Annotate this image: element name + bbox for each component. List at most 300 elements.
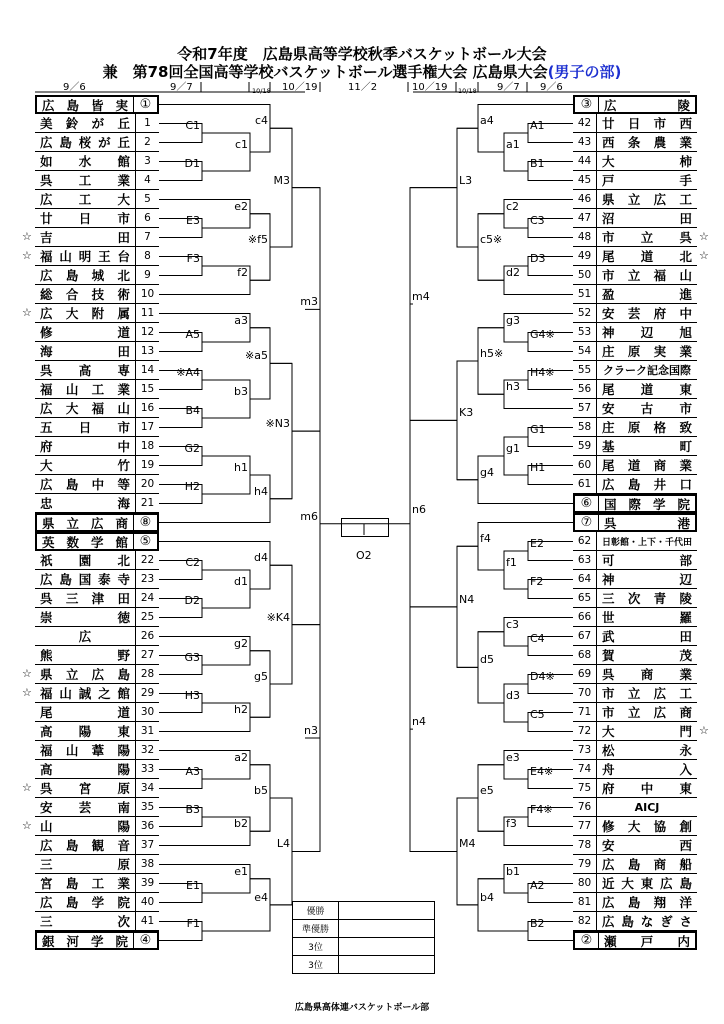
team-name <box>35 551 135 569</box>
team-name-char: 創 <box>679 819 692 834</box>
team-number: 72 <box>573 722 597 740</box>
team-name <box>597 171 697 189</box>
team-row <box>573 874 697 893</box>
team-name-char: 芸 <box>627 306 641 321</box>
team-row <box>573 304 697 323</box>
team-row <box>35 285 159 304</box>
game-label: h2 <box>234 703 248 717</box>
team-name-char: 島 <box>65 895 79 910</box>
team-number: 13 <box>135 342 159 360</box>
team-row <box>573 931 697 950</box>
game-label: ※K4 <box>266 610 290 624</box>
team-name-char: 丘 <box>117 116 130 131</box>
team-name <box>597 209 697 227</box>
game-label: K3 <box>459 406 474 420</box>
team-name-char: 府 <box>653 306 667 321</box>
team-name-char: 三 <box>602 591 615 606</box>
game-label: H4※ <box>530 366 555 379</box>
team-row <box>35 95 159 114</box>
team-name-char: 合 <box>65 287 79 302</box>
team-name-char: 入 <box>679 762 692 777</box>
game-label: E3 <box>186 214 200 227</box>
team-number: 11 <box>135 304 159 322</box>
star-mark: ☆ <box>22 667 32 680</box>
team-name <box>597 874 697 892</box>
team-name-char: 学 <box>91 895 105 910</box>
team-name-char: 可 <box>602 553 615 568</box>
team-row <box>35 399 159 418</box>
team-name-char: 大 <box>117 192 130 207</box>
team-name-char: 県 <box>40 667 53 682</box>
team-number: 31 <box>135 722 159 740</box>
team-name-char: 日 <box>627 116 641 131</box>
team-name-char: 広 <box>40 477 53 492</box>
team-name-char: 皆 <box>90 97 104 112</box>
team-name-char: 口 <box>679 477 692 492</box>
team-name-char: 広 <box>40 572 53 587</box>
team-row <box>35 437 159 456</box>
team-row <box>35 798 159 817</box>
team-row <box>573 114 697 133</box>
team-name-char: 立 <box>627 268 641 283</box>
team-name-char: 山 <box>65 382 79 397</box>
team-name-char: 台 <box>117 249 130 264</box>
team-name <box>35 190 135 208</box>
team-name <box>597 703 697 721</box>
team-number: ⑥ <box>575 496 599 511</box>
game-label: h3 <box>506 380 520 394</box>
team-name-char: 茂 <box>679 648 692 663</box>
team-name-char: 国 <box>604 496 617 511</box>
team-name-char: 市 <box>653 116 667 131</box>
team-name-char: 山 <box>679 268 692 283</box>
team-row <box>35 152 159 171</box>
team-name-text: 日彰館・上下・千代田 <box>602 537 693 548</box>
team-number: 24 <box>135 589 159 607</box>
team-name-char: 広 <box>40 838 53 853</box>
date-left-r3: 10/18 <box>252 87 271 95</box>
team-row <box>35 627 159 646</box>
team-name-char: 三 <box>40 914 53 929</box>
team-name-char: 学 <box>90 933 104 948</box>
team-row <box>573 817 697 836</box>
team-name <box>37 515 133 530</box>
team-name-char: 呉 <box>40 591 53 606</box>
team-name <box>35 247 135 265</box>
team-number: 58 <box>573 418 597 436</box>
game-label: C2 <box>185 556 200 569</box>
team-name-char: 広 <box>653 192 667 207</box>
team-name-char: 庄 <box>602 420 615 435</box>
team-row <box>35 532 159 551</box>
team-number: 5 <box>135 190 159 208</box>
team-name-char: 桜 <box>78 135 92 150</box>
team-number: 55 <box>573 361 597 379</box>
game-label: D4※ <box>530 670 555 683</box>
team-name <box>597 798 697 816</box>
team-name-char: 立 <box>627 705 641 720</box>
team-name-char: 沼 <box>602 211 615 226</box>
game-label: N4 <box>459 592 475 606</box>
team-name <box>597 304 697 322</box>
team-name-char: 大 <box>627 819 641 834</box>
game-label: n6 <box>412 502 426 516</box>
team-name <box>35 874 135 892</box>
team-row <box>573 912 697 931</box>
team-name-char: 戸 <box>602 173 615 188</box>
team-name-char: 北 <box>117 268 130 283</box>
game-label: B4 <box>185 404 200 417</box>
team-number: 21 <box>135 494 159 512</box>
team-number: 77 <box>573 817 597 835</box>
team-name-char: 工 <box>679 686 692 701</box>
team-number: 73 <box>573 741 597 759</box>
game-label: g3 <box>506 313 520 327</box>
team-name-text: クラーク記念国際 <box>603 364 691 377</box>
team-number: 61 <box>573 475 597 493</box>
team-name-char: 次 <box>627 591 641 606</box>
team-name <box>35 380 135 398</box>
team-name-char: 道 <box>627 458 641 473</box>
team-name <box>597 570 697 588</box>
team-name <box>35 912 135 930</box>
team-name-char: 町 <box>679 439 692 454</box>
bracket-line <box>305 309 320 738</box>
star-mark: ☆ <box>699 230 709 243</box>
team-number: 37 <box>135 836 159 854</box>
team-name-char: 基 <box>602 439 615 454</box>
team-name-char: 田 <box>117 344 130 359</box>
game-label: F1 <box>186 917 200 930</box>
team-name-char: 王 <box>98 249 111 264</box>
team-name <box>597 133 697 151</box>
team-name-char: 観 <box>91 838 105 853</box>
team-row <box>573 779 697 798</box>
date-left-r4: 10／19 <box>282 82 318 93</box>
team-name-char: 福 <box>40 743 53 758</box>
team-number: ⑦ <box>575 515 599 530</box>
team-name <box>597 437 697 455</box>
team-name <box>597 285 697 303</box>
team-name-char: 工 <box>91 382 105 397</box>
team-row <box>573 893 697 912</box>
team-row <box>573 589 697 608</box>
team-name-char: 附 <box>91 306 105 321</box>
team-name-char: 島 <box>65 477 79 492</box>
team-name-char: 永 <box>679 743 692 758</box>
team-name-char: 中 <box>117 439 130 454</box>
team-row <box>35 171 159 190</box>
team-row <box>573 494 697 513</box>
team-number: 56 <box>573 380 597 398</box>
team-name <box>597 741 697 759</box>
team-name-char: 修 <box>40 325 53 340</box>
game-label: A2 <box>530 879 545 892</box>
team-row <box>573 703 697 722</box>
team-name-char: 業 <box>679 667 692 682</box>
division-label: (男子の部) <box>547 63 622 81</box>
team-name-char: 総 <box>40 287 53 302</box>
team-row <box>35 665 159 684</box>
team-name <box>35 627 135 645</box>
team-name-char: 広 <box>602 857 615 872</box>
team-name-char: 市 <box>602 230 615 245</box>
team-name <box>35 589 135 607</box>
team-name-char: 呉 <box>40 781 53 796</box>
team-name-char: 商 <box>640 667 654 682</box>
team-name-char: 呉 <box>40 363 53 378</box>
team-name <box>597 646 697 664</box>
team-number: ② <box>575 933 599 948</box>
team-number: 80 <box>573 874 597 892</box>
game-label: c1 <box>234 138 248 151</box>
team-name-char: 館 <box>117 154 130 169</box>
team-name-char: 日 <box>78 211 92 226</box>
team-name-char: 高 <box>40 724 53 739</box>
team-name-char: 尾 <box>602 382 615 397</box>
team-name-char: 盈 <box>602 287 615 302</box>
team-name-char: 英 <box>42 534 55 549</box>
team-name <box>35 570 135 588</box>
bracket-line <box>478 523 573 571</box>
game-label: a1 <box>506 138 520 151</box>
team-number: 15 <box>135 380 159 398</box>
team-name <box>597 684 697 702</box>
team-name <box>35 722 135 740</box>
team-name <box>35 228 135 246</box>
team-name <box>35 855 135 873</box>
team-number: 68 <box>573 646 597 664</box>
team-name <box>597 190 697 208</box>
game-label: D2 <box>184 594 200 607</box>
team-number: 29 <box>135 684 159 702</box>
team-row <box>35 589 159 608</box>
team-name-char: 市 <box>602 705 615 720</box>
team-name-char: 広 <box>40 895 53 910</box>
team-name-char: 陵 <box>677 97 690 112</box>
team-name-char: 福 <box>40 686 53 701</box>
game-label: B1 <box>530 157 545 170</box>
team-row <box>573 437 697 456</box>
team-name-char: 道 <box>640 382 654 397</box>
team-name-char: 海 <box>40 344 53 359</box>
team-name-char: 銀 <box>42 933 55 948</box>
team-name <box>597 665 697 683</box>
team-name-char: 北 <box>679 249 692 264</box>
team-number: 57 <box>573 399 597 417</box>
team-name-char: 進 <box>679 287 692 302</box>
team-row <box>35 912 159 931</box>
game-label: c2 <box>506 199 520 213</box>
team-name <box>35 266 135 284</box>
game-label: d1 <box>234 575 248 588</box>
team-row <box>573 760 697 779</box>
team-name-char: 之 <box>98 686 111 701</box>
bracket-line <box>478 879 528 931</box>
bracket-line <box>410 304 413 729</box>
team-number: 49 <box>573 247 597 265</box>
game-label: H2 <box>184 480 200 493</box>
result-row <box>293 956 435 974</box>
team-name-char: 鈴 <box>65 116 79 131</box>
team-name-char: 山 <box>117 401 130 416</box>
team-name <box>35 646 135 664</box>
team-name-char: 工 <box>78 192 92 207</box>
team-name-char: 修 <box>602 819 615 834</box>
team-row <box>35 228 159 247</box>
team-name-char: 陽 <box>78 724 92 739</box>
team-name-char: 条 <box>627 135 641 150</box>
team-row <box>573 798 697 817</box>
game-label: E2 <box>530 537 544 550</box>
team-name-char: 市 <box>602 686 615 701</box>
game-label: E1 <box>186 879 200 892</box>
team-row <box>573 152 697 171</box>
team-name-text: 広 <box>78 629 92 644</box>
game-label: ※N3 <box>265 417 290 431</box>
game-label: D1 <box>184 157 200 170</box>
team-number: 54 <box>573 342 597 360</box>
team-name <box>597 323 697 341</box>
final-game-label: O2 <box>356 549 372 562</box>
game-label: A3 <box>185 765 200 778</box>
team-name-char: 世 <box>602 610 615 625</box>
team-name-char: 市 <box>679 401 692 416</box>
team-name <box>597 532 697 550</box>
team-row <box>573 475 697 494</box>
team-name-char: 東 <box>679 781 692 796</box>
team-name-char: さ <box>679 914 692 929</box>
game-label: m4 <box>412 290 430 303</box>
team-name-char: 尾 <box>40 705 53 720</box>
team-name <box>597 855 697 873</box>
game-label: h1 <box>234 461 248 474</box>
team-name-char: 田 <box>679 211 692 226</box>
team-row <box>573 247 697 266</box>
team-name-char: 館 <box>115 534 128 549</box>
team-name-char: 実 <box>115 97 128 112</box>
team-name <box>35 133 135 151</box>
team-name-char: 県 <box>602 192 615 207</box>
bracket-line <box>457 798 478 905</box>
team-row <box>35 931 159 950</box>
result-label: 優勝 <box>293 902 339 920</box>
team-name <box>35 760 135 778</box>
team-row <box>573 722 697 741</box>
bracket-line <box>478 214 504 281</box>
team-name-char: 実 <box>653 344 667 359</box>
game-label: D3 <box>530 252 546 265</box>
team-name-char: 祇 <box>40 553 53 568</box>
team-name-char: 門 <box>679 724 692 739</box>
team-name-char: 野 <box>117 648 130 663</box>
team-number: 27 <box>135 646 159 664</box>
team-name-char: 商 <box>653 458 667 473</box>
team-row <box>35 361 159 380</box>
team-name-char: 業 <box>117 173 130 188</box>
game-label: L4 <box>276 837 290 851</box>
game-label: e2 <box>234 199 248 213</box>
team-name-char: 広 <box>40 192 53 207</box>
team-number: 60 <box>573 456 597 474</box>
bracket-line <box>159 105 270 153</box>
game-label: e3 <box>506 750 520 764</box>
team-name-char: 寺 <box>117 572 130 587</box>
team-name-char: 翔 <box>653 895 667 910</box>
team-number: ③ <box>575 97 599 112</box>
team-name-char: 船 <box>679 857 692 872</box>
team-row <box>35 418 159 437</box>
team-name-char: 技 <box>91 287 105 302</box>
team-number: 16 <box>135 399 159 417</box>
subtitle-main: 兼 第78回全国高等学校バスケットボール選手権大会 広島県大会 <box>102 63 548 81</box>
star-mark: ☆ <box>699 249 709 262</box>
team-name-char: 竹 <box>117 458 130 473</box>
team-name <box>35 475 135 493</box>
team-number: 22 <box>135 551 159 569</box>
team-name <box>35 399 135 417</box>
team-name-char: 広 <box>90 515 104 530</box>
team-number: 30 <box>135 703 159 721</box>
team-name-char: 大 <box>65 306 79 321</box>
team-number: 34 <box>135 779 159 797</box>
team-name-char: 福 <box>653 268 667 283</box>
team-name <box>35 418 135 436</box>
team-name <box>597 456 697 474</box>
team-name-char: 院 <box>677 496 690 511</box>
team-name-char: 安 <box>602 401 615 416</box>
result-row <box>293 938 435 956</box>
game-label: A1 <box>530 119 545 132</box>
team-name-char: 原 <box>117 781 130 796</box>
team-row <box>35 266 159 285</box>
team-name-char: 商 <box>679 705 692 720</box>
date-right-r1: 9／6 <box>540 82 563 93</box>
team-name-char: 内 <box>677 933 690 948</box>
bracket-line <box>457 546 478 667</box>
team-name-char: 呉 <box>602 667 615 682</box>
team-row <box>573 513 697 532</box>
team-name-char: 島 <box>627 857 641 872</box>
game-label: a2 <box>234 750 248 764</box>
team-name-char: 広 <box>40 306 53 321</box>
team-name-char: 立 <box>66 515 79 530</box>
team-number: 78 <box>573 836 597 854</box>
team-name <box>35 171 135 189</box>
team-name <box>599 496 695 511</box>
team-name-char: 津 <box>91 591 105 606</box>
bracket-line <box>250 651 270 718</box>
team-number: 32 <box>135 741 159 759</box>
team-number: 45 <box>573 171 597 189</box>
team-number: 47 <box>573 209 597 227</box>
team-name-char: 五 <box>40 420 53 435</box>
team-name <box>597 114 697 132</box>
date-right-r4: 10／19 <box>412 82 448 93</box>
team-row <box>35 380 159 399</box>
team-number: 79 <box>573 855 597 873</box>
team-number: 17 <box>135 418 159 436</box>
team-name-char: 徳 <box>117 610 130 625</box>
team-name-char: 館 <box>117 686 130 701</box>
team-name-char: 近 <box>602 876 615 891</box>
team-name-char: 原 <box>117 857 130 872</box>
team-name-char: 次 <box>117 914 130 929</box>
team-name-char: 広 <box>40 268 53 283</box>
bracket-line <box>457 128 478 247</box>
team-row <box>573 342 697 361</box>
team-name-char: 西 <box>602 135 615 150</box>
